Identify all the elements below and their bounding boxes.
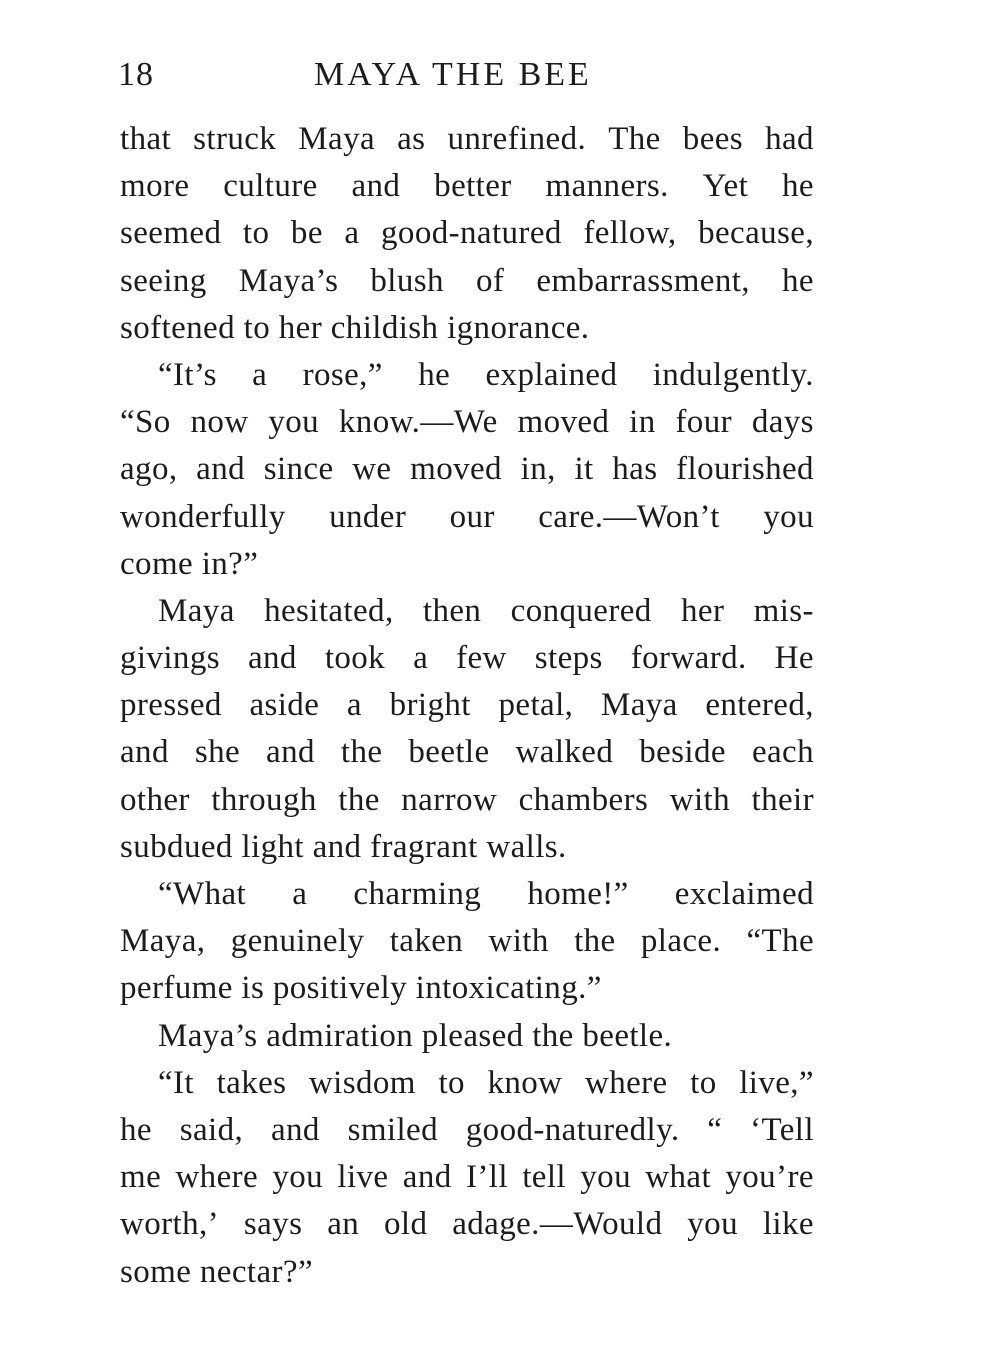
text-line: he said, and smiled good-naturedly. “ ‘Tell [120, 1111, 814, 1148]
text-line: “What a charming home!” exclaimed [158, 876, 814, 912]
text-line: Maya hesitated, then conquered her mis- [158, 592, 814, 629]
text-line: “So now you know.—We moved in four days [120, 404, 814, 441]
running-title: MAYA THE BEE [314, 56, 592, 93]
text-line: perfume is positively intoxicating.” [120, 970, 602, 1007]
text-line: seemed to be a good-natured fellow, because, [120, 215, 814, 252]
text-line: pressed aside a bright petal, Maya entered, [120, 687, 814, 724]
text-line: softened to her childish ignorance. [120, 309, 590, 346]
text-line: givings and took a few steps forward. He [120, 640, 814, 677]
text-line: Maya, genuinely taken with the place. “The [120, 923, 814, 960]
page-number: 18 [118, 56, 154, 93]
text-line: me where you live and I’ll tell you what you’re [120, 1159, 814, 1196]
text-line: “It’s a rose,” he explained indulgently. [158, 356, 814, 393]
body-text [120, 116, 814, 1296]
text-line: that struck Maya as unrefined. The bees had [120, 121, 814, 157]
text-line: Maya’s admiration pleased the beetle. [158, 1017, 673, 1054]
text-line: “It takes wisdom to know where to live,” [158, 1064, 814, 1101]
text-line: other through the narrow chambers with their [120, 781, 814, 818]
text-line: come in?” [120, 545, 259, 582]
text-line: worth,’ says an old adage.—Would you like [120, 1206, 814, 1243]
text-line: wonderfully under our care.—Won’t you [120, 498, 814, 535]
text-line: seeing Maya’s blush of embarrassment, he [120, 262, 814, 299]
page-header [118, 56, 818, 108]
text-line: subdued light and fragrant walls. [120, 828, 567, 865]
text-line: ago, and since we moved in, it has flourished [120, 451, 814, 488]
text-line: and she and the beetle walked beside each [120, 734, 814, 771]
text-line: more culture and better manners. Yet he [120, 168, 814, 205]
text-line: some nectar?” [120, 1253, 314, 1290]
